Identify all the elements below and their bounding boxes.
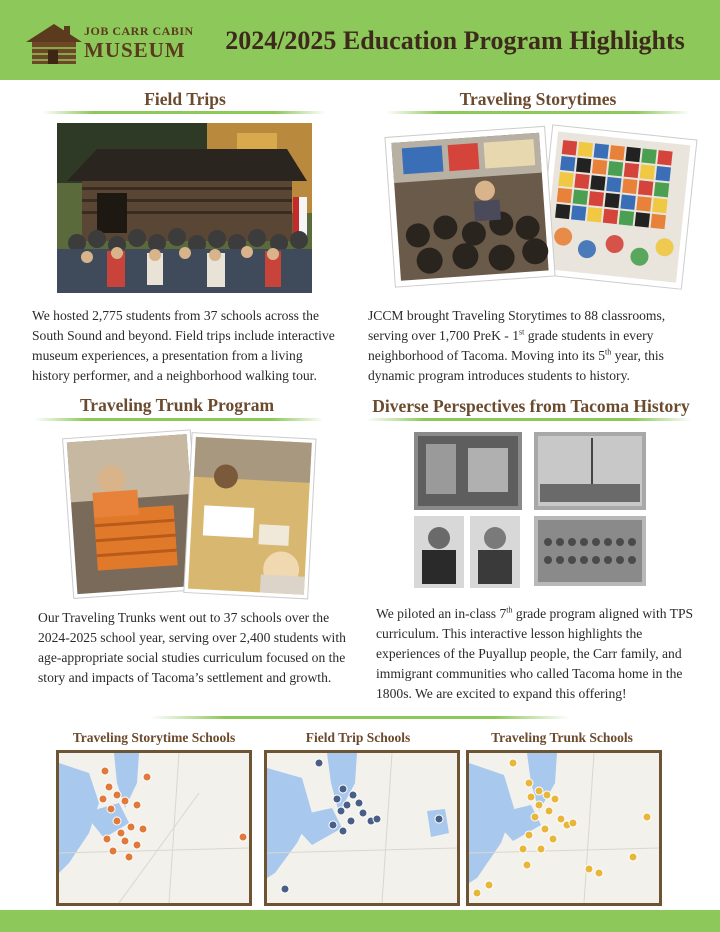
trunk-line: Our Traveling Trunks went out to 37 schools over the: [38, 610, 330, 625]
trunk-text: [38, 608, 356, 688]
trunk-line: story and impacts of Tacoma’s settlement and growth.: [38, 670, 332, 685]
diverse-line: We piloted an in-class 7th grade program aligned with TPS: [376, 605, 694, 621]
fieldtrip-schools-map: [264, 750, 460, 906]
trunk-schools-map: [466, 750, 662, 906]
storytimes-text: [368, 306, 698, 386]
storytimes-rule: [386, 111, 690, 114]
field-trips-text: [32, 306, 342, 386]
diverse-line: experiences of the Puyallup people, the Carr family, and: [376, 646, 682, 661]
storytime-map-title: Traveling Storytime Schools: [72, 730, 236, 745]
museum-logo: [24, 18, 194, 68]
trunk-map-title: Traveling Trunk Schools: [491, 730, 633, 745]
diverse-line: 1800s. We are excited to expand this offering!: [376, 686, 627, 701]
diverse-photo-grid: [412, 430, 652, 596]
header-bar: [0, 0, 720, 80]
storytimes-heading: Traveling Storytimes: [459, 89, 617, 109]
page-title: 2024/2025 Education Program Highlights: [225, 26, 685, 55]
field-trips-rule: [42, 111, 326, 114]
maps-divider: [150, 716, 570, 719]
footer-bar: [0, 910, 720, 932]
diverse-line: curriculum. This interactive lesson highlights the: [376, 626, 643, 641]
diverse-rule: [366, 418, 692, 421]
field-trips-heading: Field Trips: [144, 89, 226, 109]
trunk-photo-collage: [64, 428, 318, 600]
field-trips-line: South Sound and beyond. Field trips include interactive: [32, 328, 335, 343]
diverse-heading: Diverse Perspectives from Tacoma History: [372, 396, 690, 416]
diverse-line: immigrant communities who called Tacoma home in the: [376, 666, 683, 681]
storytime-photo-collage: [386, 122, 696, 294]
logo-main-text: MUSEUM: [84, 38, 186, 62]
storytimes-line: dynamic program introduces students to history.: [368, 368, 630, 383]
fieldtrip-map-title: Field Trip Schools: [305, 730, 411, 745]
trunk-line: 2024-2025 school year, serving over 2,400 students with: [38, 630, 346, 645]
trunk-line: age-appropriate social studies curriculum focused on the: [38, 650, 346, 665]
diverse-text: [376, 604, 706, 704]
field-trips-line: museum experiences, a presentation from a living: [32, 348, 303, 363]
trunk-rule: [34, 418, 324, 421]
field-trips-line: history performer, and a neighborhood walking tour.: [32, 368, 317, 383]
field-trips-line: We hosted 2,775 students from 37 schools across the: [32, 308, 319, 323]
storytimes-line: serving over 1,700 PreK - 1st grade students in every: [368, 327, 654, 343]
storytimes-line: JCCM brought Traveling Storytimes to 88 classrooms,: [368, 308, 666, 323]
storytimes-line: neighborhood of Tacoma. Moving into its 5th year, this: [368, 347, 664, 363]
trunk-heading: Traveling Trunk Program: [79, 395, 275, 415]
cabin-icon: [24, 18, 84, 68]
logo-top-text: JOB CARR CABIN: [84, 24, 194, 38]
storytime-schools-map: [56, 750, 252, 906]
field-trip-photo: [57, 123, 312, 293]
